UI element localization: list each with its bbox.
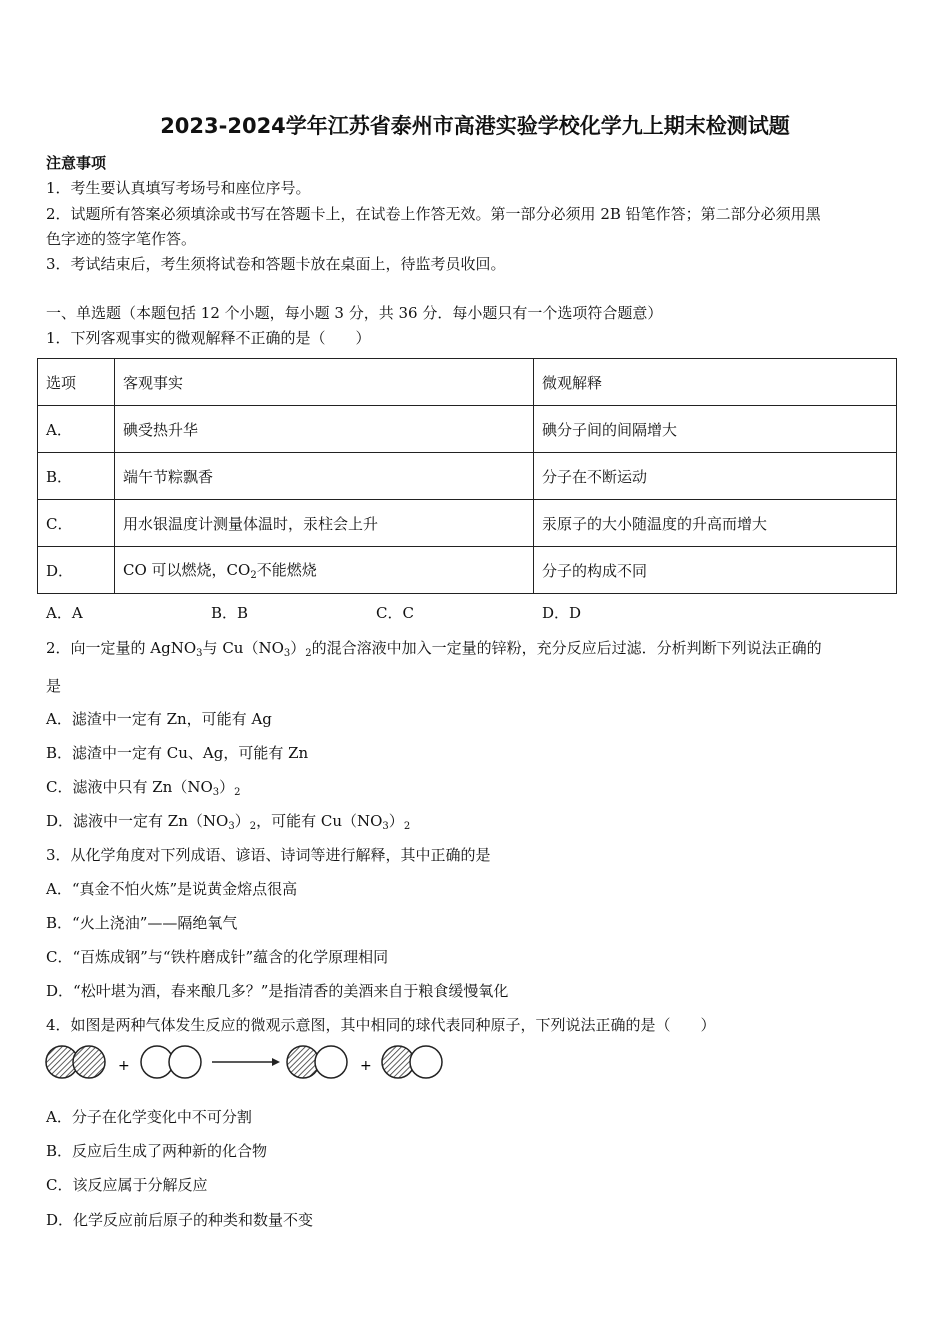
q4-stem: 4．如图是两种气体发生反应的微观示意图，其中相同的球代表同种原子，下列说法正确的是（ ） — [46, 1016, 716, 1034]
reactant-molecule-2 — [141, 1046, 201, 1078]
table-header: 微观解释 — [534, 359, 897, 406]
table-cell-option: A． — [38, 406, 115, 453]
table-row — [38, 500, 897, 547]
text: ，可能有 Cu（NO — [256, 812, 383, 830]
table-header: 选项 — [38, 359, 115, 406]
page-title: 2023-2024学年江苏省泰州市高港实验学校化学九上期末检测试题 — [160, 114, 790, 138]
reaction-diagram — [40, 1040, 460, 1086]
q4-option-c: C．该反应属于分解反应 — [46, 1176, 208, 1194]
subscript: 2 — [250, 570, 257, 581]
subscript: 3 — [212, 787, 220, 798]
table-cell-explain: 分子的构成不同 — [534, 547, 897, 594]
q3-option-d: D．“松叶堪为酒，春来酿几多？”是指清香的美酒来自于粮食缓慢氧化 — [46, 982, 509, 1000]
table-header: 客观事实 — [115, 359, 534, 406]
fact-text: 不能燃烧 — [256, 561, 317, 579]
text: C．滤液中只有 Zn（NO — [46, 778, 213, 796]
q2-option-d — [46, 810, 410, 832]
text: D．滤液中一定有 Zn（NO — [46, 812, 229, 830]
product-molecule-1 — [287, 1046, 347, 1078]
q1-table — [37, 358, 897, 594]
subscript: 3 — [283, 648, 291, 659]
table-cell-fact — [115, 547, 534, 594]
fact-text: CO 可以燃烧，CO — [123, 561, 251, 579]
q1-answer-b: B．B — [211, 604, 249, 622]
text: ） — [219, 778, 235, 796]
text: 与 Cu（NO — [202, 639, 284, 657]
notice-item-2: 2．试题所有答案必须填涂或书写在答题卡上，在试卷上作答无效。第一部分必须用 2B 铅笔作答；第二部分必须用黑 — [46, 205, 821, 223]
q4-option-b: B．反应后生成了两种新的化合物 — [46, 1142, 268, 1160]
table-row — [38, 453, 897, 500]
notice-item-2-cont: 色字迹的签字笔作答。 — [46, 230, 197, 248]
subscript: 2 — [403, 821, 411, 832]
table-cell-fact: 用水银温度计测量体温时，汞柱会上升 — [115, 500, 534, 547]
text: ） — [234, 812, 250, 830]
q3-stem: 3．从化学角度对下列成语、谚语、诗词等进行解释，其中正确的是 — [46, 846, 491, 864]
q2-option-c — [46, 776, 241, 798]
notice-heading: 注意事项 — [46, 154, 107, 172]
q4-option-d: D．化学反应前后原子的种类和数量不变 — [46, 1211, 314, 1229]
q2-option-a: A．滤渣中一定有 Zn，可能有 Ag — [46, 710, 272, 728]
q2-option-b: B．滤渣中一定有 Cu、Ag，可能有 Zn — [46, 744, 309, 762]
reactant-molecule-1 — [46, 1046, 105, 1078]
notice-item-3: 3．考试结束后，考生须将试卷和答题卡放在桌面上，待监考员收回。 — [46, 255, 506, 273]
table-cell-fact: 碘受热升华 — [115, 406, 534, 453]
subscript: 3 — [382, 821, 389, 832]
section-heading: 一、单选题（本题包括 12 个小题，每小题 3 分，共 36 分．每小题只有一个选项符合题意） — [46, 304, 663, 322]
text: ） — [388, 812, 404, 830]
product-molecule-2 — [382, 1046, 442, 1078]
table-cell-explain: 碘分子间的间隔增大 — [534, 406, 897, 453]
table-cell-option: C． — [38, 500, 115, 547]
q3-option-a: A．“真金不怕火炼”是说黄金熔点很高 — [46, 880, 298, 898]
q4-option-a: A．分子在化学变化中不可分割 — [46, 1108, 252, 1126]
subscript: 3 — [196, 648, 203, 659]
table-cell-explain: 汞原子的大小随温度的升高而增大 — [534, 500, 897, 547]
q1-stem: 1．下列客观事实的微观解释不正确的是（ ） — [46, 329, 371, 347]
text: 2．向一定量的 AgNO — [46, 639, 197, 657]
reaction-arrow — [212, 1058, 280, 1066]
subscript: 3 — [228, 821, 235, 832]
table-header-row — [38, 359, 897, 406]
q1-answer-d: D．D — [542, 604, 582, 622]
table-cell-option: B． — [38, 453, 115, 500]
q1-answer-c: C．C — [376, 604, 414, 622]
table-cell-explain: 分子在不断运动 — [534, 453, 897, 500]
subscript: 2 — [234, 787, 241, 798]
subscript: 2 — [305, 648, 312, 659]
text: ） — [290, 639, 306, 657]
q1-answer-a: A．A — [46, 604, 83, 622]
plus-sign: + — [360, 1058, 372, 1074]
q3-option-b: B．“火上浇油”——隔绝氧气 — [46, 914, 238, 932]
q2-stem — [46, 637, 822, 659]
notice-item-1: 1．考生要认真填写考场号和座位序号。 — [46, 179, 311, 197]
table-row — [38, 406, 897, 453]
table-cell-fact: 端午节粽飘香 — [115, 453, 534, 500]
q2-stem-cont: 是 — [46, 677, 62, 695]
text: 的混合溶液中加入一定量的锌粉，充分反应后过滤．分析判断下列说法正确的 — [311, 639, 822, 657]
table-cell-option: D． — [38, 547, 115, 594]
plus-sign: + — [118, 1058, 130, 1074]
subscript: 2 — [249, 821, 257, 832]
table-row — [38, 547, 897, 594]
q3-option-c: C．“百炼成钢”与“铁杵磨成针”蕴含的化学原理相同 — [46, 948, 389, 966]
